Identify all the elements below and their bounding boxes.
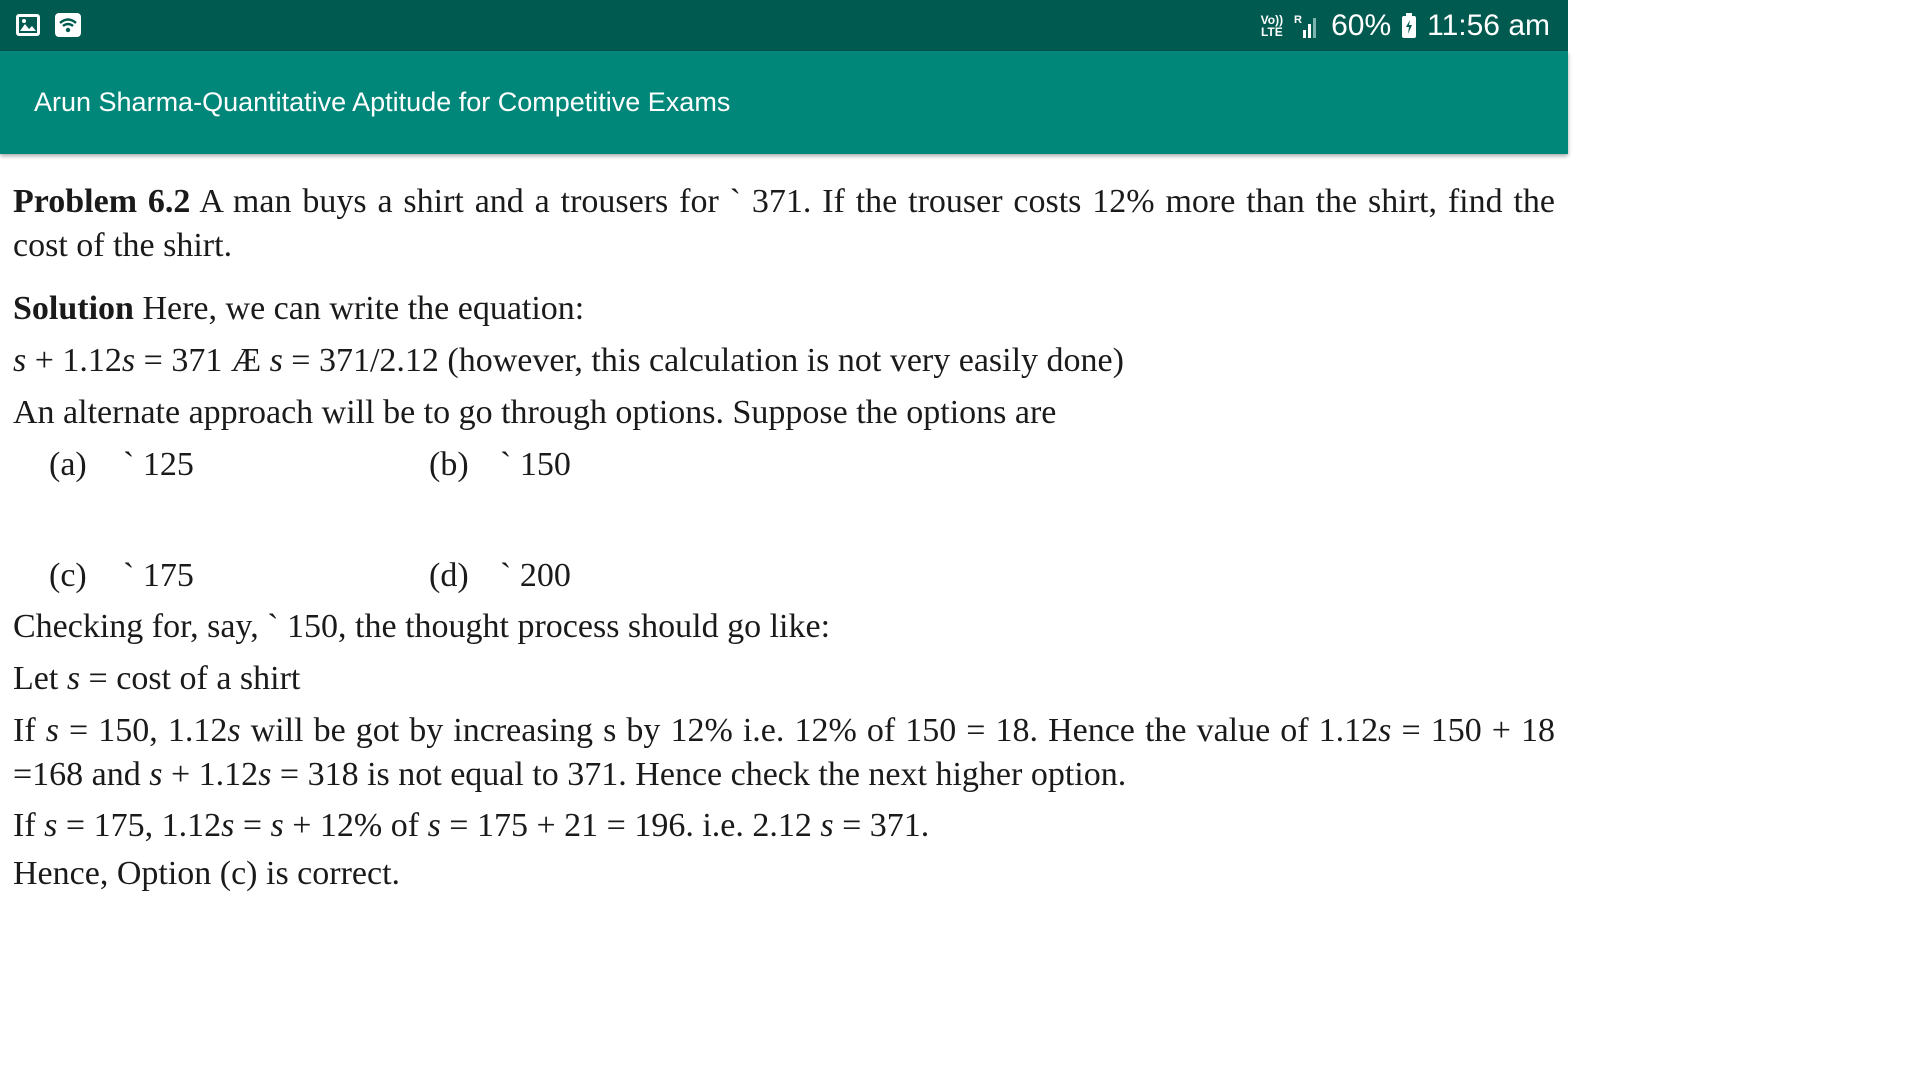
var-s: s xyxy=(270,807,284,844)
if175-text: = 371. xyxy=(833,807,930,844)
battery-icon xyxy=(1401,13,1417,39)
problem-label: Problem 6.2 xyxy=(13,183,191,220)
var-s: s xyxy=(820,807,834,844)
var-s: s xyxy=(45,712,59,749)
let-line xyxy=(13,657,300,701)
volte-icon xyxy=(1261,14,1283,38)
if150-text: + 1.12 xyxy=(162,756,259,793)
app-title: Arun Sharma-Quantitative Aptitude for Competitive Exams xyxy=(34,87,731,117)
solution-label: Solution xyxy=(13,290,134,327)
if150-text: = 150, 1.12 xyxy=(58,712,228,749)
volte-top-label: Vo)) xyxy=(1260,12,1284,27)
equation-text: = 371/2.12 (however, this calculation is not very easily done) xyxy=(282,342,1124,379)
var-s: s xyxy=(149,756,163,793)
option-c-value: ` 175 xyxy=(123,557,194,594)
option-a-letter: (a) xyxy=(49,446,87,483)
if175-text: = xyxy=(234,807,271,844)
alternate-approach-line: An alternate approach will be to go through options. Suppose the options are xyxy=(13,394,1057,431)
var-s: s xyxy=(221,807,235,844)
let-text: Let xyxy=(13,660,67,697)
signal-icon xyxy=(1293,12,1321,40)
var-s: s xyxy=(269,342,283,379)
var-s: s xyxy=(227,712,241,749)
equation-text: = 371 Æ xyxy=(135,342,270,379)
status-bar xyxy=(0,0,1568,51)
var-s: s xyxy=(258,756,272,793)
option-a-value: ` 125 xyxy=(123,446,194,483)
if-175-line xyxy=(13,804,929,848)
option-c-letter: (c) xyxy=(49,557,87,594)
status-right xyxy=(1261,0,1550,51)
var-s: s xyxy=(44,807,58,844)
var-s: s xyxy=(13,342,27,379)
roaming-label: R xyxy=(1294,13,1303,26)
option-d-value: ` 200 xyxy=(500,557,571,594)
hence-line: Hence, Option (c) is correct. xyxy=(13,855,401,892)
if150-text: = 150 + 18 =168 and xyxy=(13,712,1555,793)
solution-text: Here, we can write the equation: xyxy=(142,290,585,327)
if150-text: If xyxy=(13,712,46,749)
app-bar xyxy=(0,51,1568,154)
if175-text: = 175, 1.12 xyxy=(57,807,222,844)
var-s: s xyxy=(1378,712,1392,749)
problem-text: A man buys a shirt and a trousers for ` 371. If the trouser costs 12% more than the shirt, find the cost of the shirt. xyxy=(13,183,1556,264)
var-s: s xyxy=(121,342,136,379)
if175-text: = 175 + 21 = 196. i.e. 2.12 xyxy=(440,807,821,844)
volte-bottom-label: LTE xyxy=(1260,24,1283,39)
let-text: = cost of a shirt xyxy=(80,660,301,697)
equation-line xyxy=(13,339,1124,383)
option-d-letter: (d) xyxy=(429,557,469,594)
option-b-value: ` 150 xyxy=(500,446,571,483)
var-s: s xyxy=(66,660,81,697)
if175-text: If xyxy=(13,807,45,844)
if150-text: will be got by increasing s by 12% i.e. 12% of 150 = 18. Hence the value of 1.12 xyxy=(240,712,1379,749)
battery-percent: 60% xyxy=(1331,8,1392,42)
gallery-icon xyxy=(14,11,42,39)
wifi-icon xyxy=(54,11,82,39)
if150-text: = 318 is not equal to 371. Hence check the next higher option. xyxy=(271,756,1127,793)
equation-text: + 1.12 xyxy=(26,342,122,379)
solution-paragraph xyxy=(13,287,584,331)
var-s: s xyxy=(427,807,441,844)
status-left-icons xyxy=(14,11,82,39)
if175-text: + 12% of xyxy=(283,807,428,844)
if-150-paragraph xyxy=(13,709,1555,797)
option-b-letter: (b) xyxy=(429,446,469,483)
checking-line: Checking for, say, ` 150, the thought process should go like: xyxy=(13,608,831,645)
clock: 11:56 am xyxy=(1427,8,1550,42)
problem-paragraph xyxy=(13,180,1555,268)
